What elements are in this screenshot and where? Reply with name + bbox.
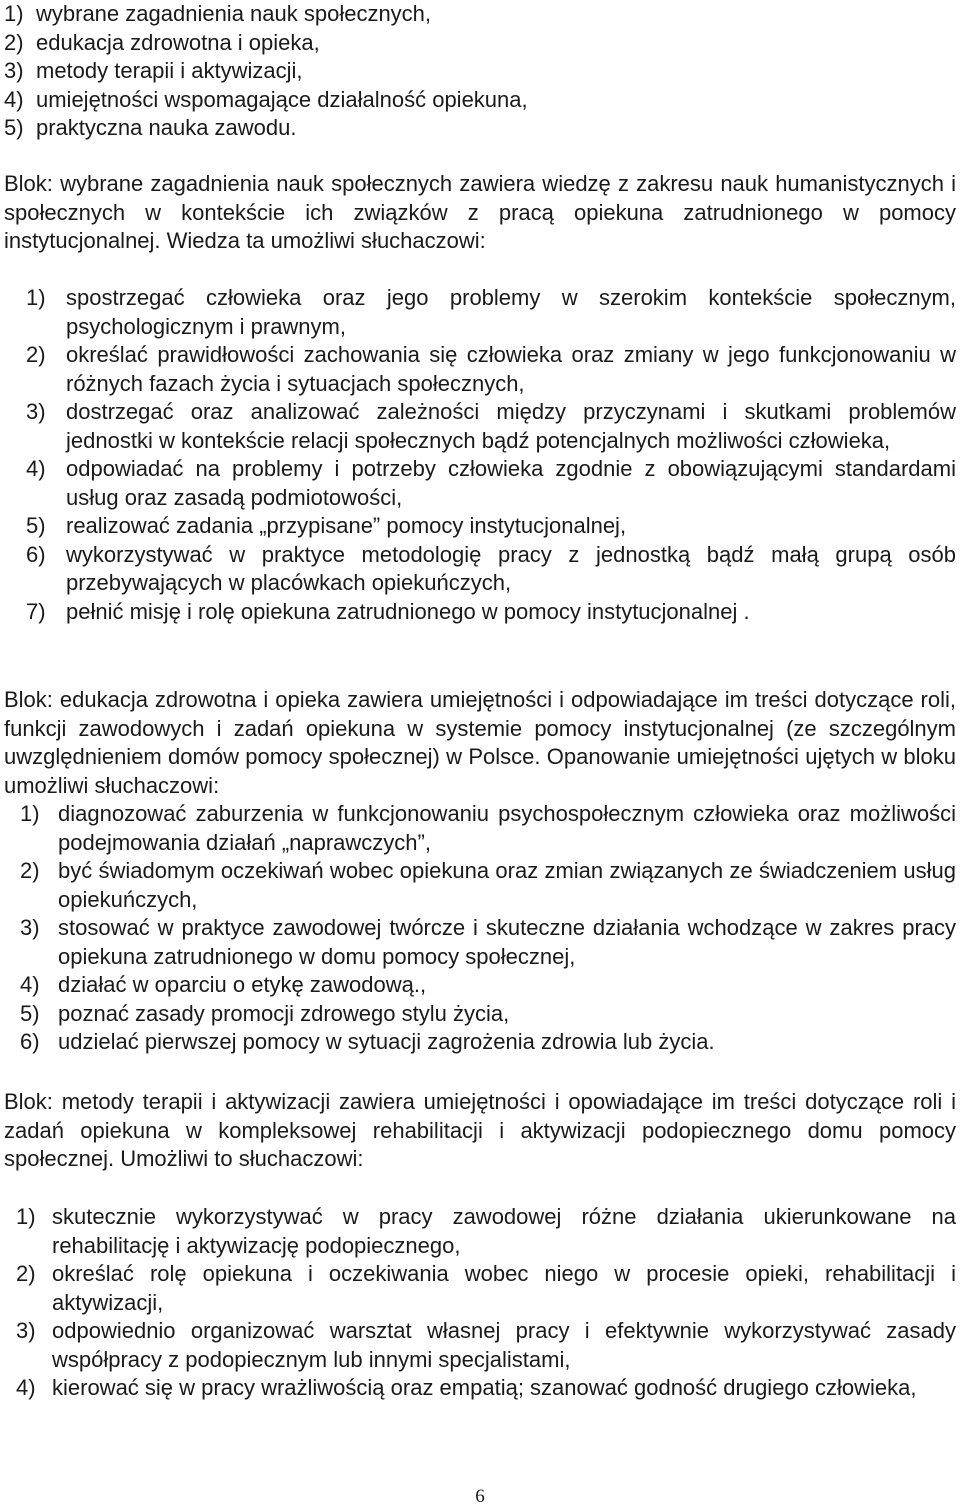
list-item-text: realizować zadania „przypisane” pomocy instytucjonalnej, xyxy=(66,513,627,538)
list-item-text: skutecznie wykorzystywać w pracy zawodowej różne działania ukierunkowane na rehabilitację i aktywizację podopiecznego, xyxy=(52,1204,956,1258)
list-item-number: 7) xyxy=(26,598,46,624)
list-item-text: spostrzegać człowieka oraz jego problemy w szerokim kontekście społecznym, psychologicznym i prawnym, xyxy=(66,285,956,339)
list-item-number: 2) xyxy=(4,29,24,55)
list-item xyxy=(20,971,956,1000)
list-item xyxy=(4,86,956,115)
block3-intro-b: Umożliwi to słuchaczowi: xyxy=(114,1146,364,1171)
list-item xyxy=(20,857,956,914)
list-item xyxy=(26,598,956,627)
block2-intro-a: Blok: edukacja zdrowotna i opieka zawiera umiejętności i odpowiadające im treści dotyczące roli, funkcji zawodowych i zadań opiekuna w systemie pomocy instytucjonalnej (ze szczególnym uwzględnieniem domów pomocy społecznej) w Polsce. xyxy=(4,687,956,769)
list-item xyxy=(26,541,956,598)
list-item xyxy=(20,800,956,857)
list-item xyxy=(20,1028,956,1057)
list-item xyxy=(4,0,956,29)
list-item-number: 5) xyxy=(4,115,24,140)
list-item-number: 2) xyxy=(16,1261,36,1286)
list-item-number: 4) xyxy=(16,1375,36,1400)
list-item-text: metody terapii i aktywizacji, xyxy=(36,58,303,83)
list-item-number: 3) xyxy=(4,58,24,83)
list-item xyxy=(20,914,956,971)
block3-intro-a: Blok: metody terapii i aktywizacji zawiera umiejętności i opowiadające im treści dotyczące roli i zadań opiekuna w kompleksowej rehabilitacji i aktywizacji podopiecznego domu pomocy społecznej. xyxy=(4,1089,956,1171)
list-item-text: diagnozować zaburzenia w funkcjonowaniu psychospołecznym człowieka oraz możliwości podejmowania działań „naprawczych”, xyxy=(58,801,956,855)
list-item-text: pełnić misję i rolę opiekuna zatrudnionego w pomocy instytucjonalnej . xyxy=(66,598,750,624)
list-item-text: stosować w praktyce zawodowej twórcze i skuteczne działania wchodzące w zakres pracy opiekuna zatrudnionego w domu pomocy społecznej, xyxy=(58,915,956,969)
list-item xyxy=(20,1000,956,1029)
page-number: 6 xyxy=(475,1486,485,1507)
block1-paragraph xyxy=(4,170,956,256)
list-item xyxy=(26,398,956,455)
list-item xyxy=(16,1203,956,1260)
list-item-text: umiejętności wspomagające działalność opiekuna, xyxy=(36,86,528,112)
list-item-number: 3) xyxy=(16,1318,36,1343)
block3-list xyxy=(16,1203,956,1403)
block3-intro xyxy=(4,1088,956,1174)
list-item xyxy=(26,284,956,341)
list-item-number: 5) xyxy=(26,513,46,538)
list-item xyxy=(16,1260,956,1317)
list-item-number: 1) xyxy=(20,801,40,826)
list-item-number: 2) xyxy=(26,342,46,367)
list-item-number: 4) xyxy=(26,456,46,481)
list-item xyxy=(26,455,956,512)
list-item-text: udzielać pierwszej pomocy w sytuacji zagrożenia zdrowia lub życia. xyxy=(58,1029,715,1054)
list-item xyxy=(16,1374,956,1403)
list-item-text: kierować się w pracy wrażliwością oraz empatią; szanować godność drugiego człowieka, xyxy=(52,1375,917,1400)
list-item-number: 4) xyxy=(4,86,24,112)
block1-intro-b: Wiedza ta umożliwi słuchaczowi: xyxy=(160,228,486,253)
list-item-number: 2) xyxy=(20,858,40,883)
list-item xyxy=(26,512,956,541)
list-item-number: 5) xyxy=(20,1000,40,1026)
list-item-text: działać w oparciu o etykę zawodową., xyxy=(58,972,427,997)
list-item-number: 1) xyxy=(16,1204,36,1229)
list-item-number: 6) xyxy=(26,541,46,567)
list-item-number: 1) xyxy=(4,1,24,26)
list-item-text: odpowiednio organizować warsztat własnej pracy i efektywnie wykorzystywać zasady współpracy z podopiecznym lub innymi specjalistami, xyxy=(52,1318,956,1372)
list-item xyxy=(4,114,956,143)
top-list xyxy=(4,0,956,143)
list-item xyxy=(4,57,956,86)
list-item xyxy=(4,29,956,58)
list-item-text: poznać zasady promocji zdrowego stylu życia, xyxy=(58,1000,510,1026)
list-item-number: 4) xyxy=(20,972,40,997)
block1-intro xyxy=(4,170,956,256)
list-item-text: dostrzegać oraz analizować zależności między przyczynami i skutkami problemów jednostki w kontekście relacji społecznych bądź potencjalnych możliwości człowieka, xyxy=(66,399,956,453)
list-item-text: wybrane zagadnienia nauk społecznych, xyxy=(36,1,432,26)
list-item-number: 6) xyxy=(20,1029,40,1054)
list-item-text: być świadomym oczekiwań wobec opiekuna oraz zmian związanych ze świadczeniem usług opiekuńczych, xyxy=(58,858,956,912)
list-item-text: wykorzystywać w praktyce metodologię pracy z jednostką bądź małą grupą osób przebywających w placówkach opiekuńczych, xyxy=(66,541,956,595)
block2-intro xyxy=(4,686,956,800)
block3-paragraph xyxy=(4,1088,956,1174)
list-item-text: odpowiadać na problemy i potrzeby człowieka zgodnie z obowiązującymi standardami usług oraz zasadą podmiotowości, xyxy=(66,456,956,510)
block2-list xyxy=(20,800,956,1057)
list-item-number: 1) xyxy=(26,285,46,310)
list-item-number: 3) xyxy=(26,399,46,424)
list-item-text: edukacja zdrowotna i opieka, xyxy=(36,29,320,55)
list-item-number: 3) xyxy=(20,915,40,940)
block2-intro-b: Opanowanie umiejętności ujętych w bloku umożliwi słuchaczowi: xyxy=(4,744,956,798)
list-item-text: określać rolę opiekuna i oczekiwania wobec niego w procesie opieki, rehabilitacji i aktywizacji, xyxy=(52,1261,956,1315)
list-item-text: określać prawidłowości zachowania się człowieka oraz zmiany w jego funkcjonowaniu w różnych fazach życia i sytuacjach społecznych, xyxy=(66,342,956,396)
list-item xyxy=(16,1317,956,1374)
list-item-text: praktyczna nauka zawodu. xyxy=(36,115,297,140)
block2-paragraph xyxy=(4,686,956,800)
block1-intro-a: Blok: wybrane zagadnienia nauk społecznych zawiera wiedzę z zakresu nauk humanistycznych i społecznych w kontekście ich związków z pracą opiekuna zatrudnionego w pomocy instytucjonalnej. xyxy=(4,171,956,253)
block1-list xyxy=(26,284,956,626)
list-item xyxy=(26,341,956,398)
